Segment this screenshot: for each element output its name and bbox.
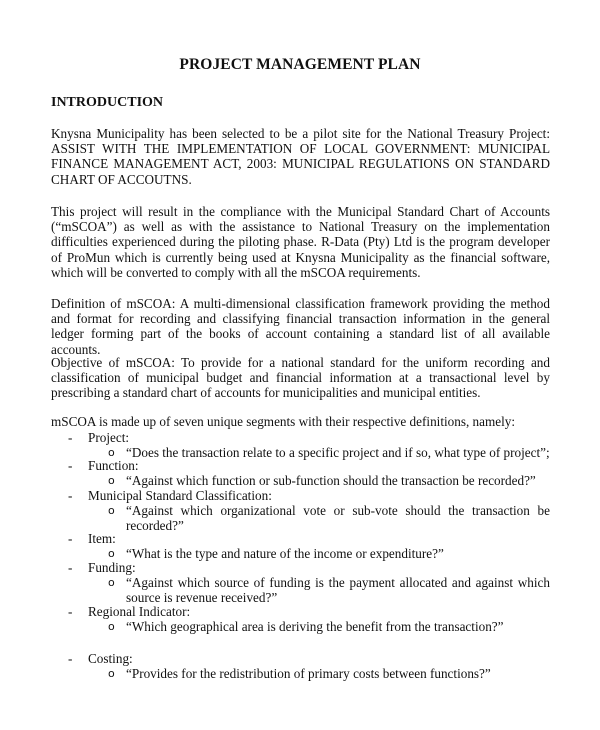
circle-bullet-icon: o [108, 547, 115, 560]
segment-question: “Which geographical area is deriving the benefit from the transaction?” [126, 619, 504, 634]
paragraph-objective: Objective of mSCOA: To provide for a national standard for the uniform recording and classification of municipal budget and financial information at a transactional level by prescribing a standard chart of accounts for municipalities and municipal entities. [51, 355, 550, 401]
segment-label: Function: [88, 458, 139, 473]
paragraph-compliance: This project will result in the compliance with the Municipal Standard Chart of Accounts (“mSCOA”) as well as with the assistance to National Treasury on the implementation difficulties experienced during the piloting phase. R-Data (Pty) Ltd is the program developer of ProMun which is currently being used at Knysna Municipality as the financial software, which will be converted to comply with all the mSCOA requirements. [51, 204, 550, 280]
dash-bullet: - [68, 531, 73, 546]
segment-label: Regional Indicator: [88, 604, 191, 619]
circle-bullet-icon: o [108, 620, 115, 633]
segment-question: “Against which function or sub-function should the transaction be recorded?” [126, 473, 536, 488]
segment-label: Project: [88, 430, 130, 445]
paragraph-pilot-site: Knysna Municipality has been selected to be a pilot site for the National Treasury Project: ASSIST WITH THE IMPLEMENTATION OF LOCAL GOVERNMENT: MUNICIPAL FINANCE MANAGEMENT ACT, 2003: MUNICIPAL REGULATIONS ON STANDARD CHART OF ACCOUTNS. [51, 126, 550, 187]
segments-lead: mSCOA is made up of seven unique segments with their respective definitions, namely: [51, 414, 516, 429]
section-heading: INTRODUCTION [51, 95, 164, 110]
dash-bullet: - [68, 430, 73, 445]
circle-bullet-icon: o [108, 446, 115, 459]
dash-bullet: - [68, 604, 73, 619]
circle-bullet-icon: o [108, 667, 115, 680]
dash-bullet: - [68, 488, 73, 503]
circle-bullet-icon: o [108, 576, 115, 589]
document-title: PROJECT MANAGEMENT PLAN [179, 56, 421, 73]
paragraph-definition: Definition of mSCOA: A multi-dimensional classification framework providing the method and format for recording and classifying financial transaction information in the general ledger forming part of the books of account containing a standard list of all available accounts. [51, 296, 550, 357]
segment-question: “Against which organizational vote or sub-vote should the transaction be recorded?” [126, 503, 550, 534]
circle-bullet-icon: o [108, 474, 115, 487]
segment-label: Funding: [88, 560, 136, 575]
dash-bullet: - [68, 458, 73, 473]
segment-question: “Does the transaction relate to a specific project and if so, what type of project”; [126, 445, 550, 460]
segment-question: “What is the type and nature of the income or expenditure?” [126, 546, 444, 561]
segment-label: Costing: [88, 651, 133, 666]
segment-question: “Against which source of funding is the payment allocated and against which source is revenue received?” [126, 575, 550, 606]
segment-label: Item: [88, 531, 116, 546]
dash-bullet: - [68, 560, 73, 575]
circle-bullet-icon: o [108, 504, 115, 517]
segment-label: Municipal Standard Classification: [88, 488, 272, 503]
segment-question: “Provides for the redistribution of primary costs between functions?” [126, 666, 491, 681]
dash-bullet: - [68, 651, 73, 666]
